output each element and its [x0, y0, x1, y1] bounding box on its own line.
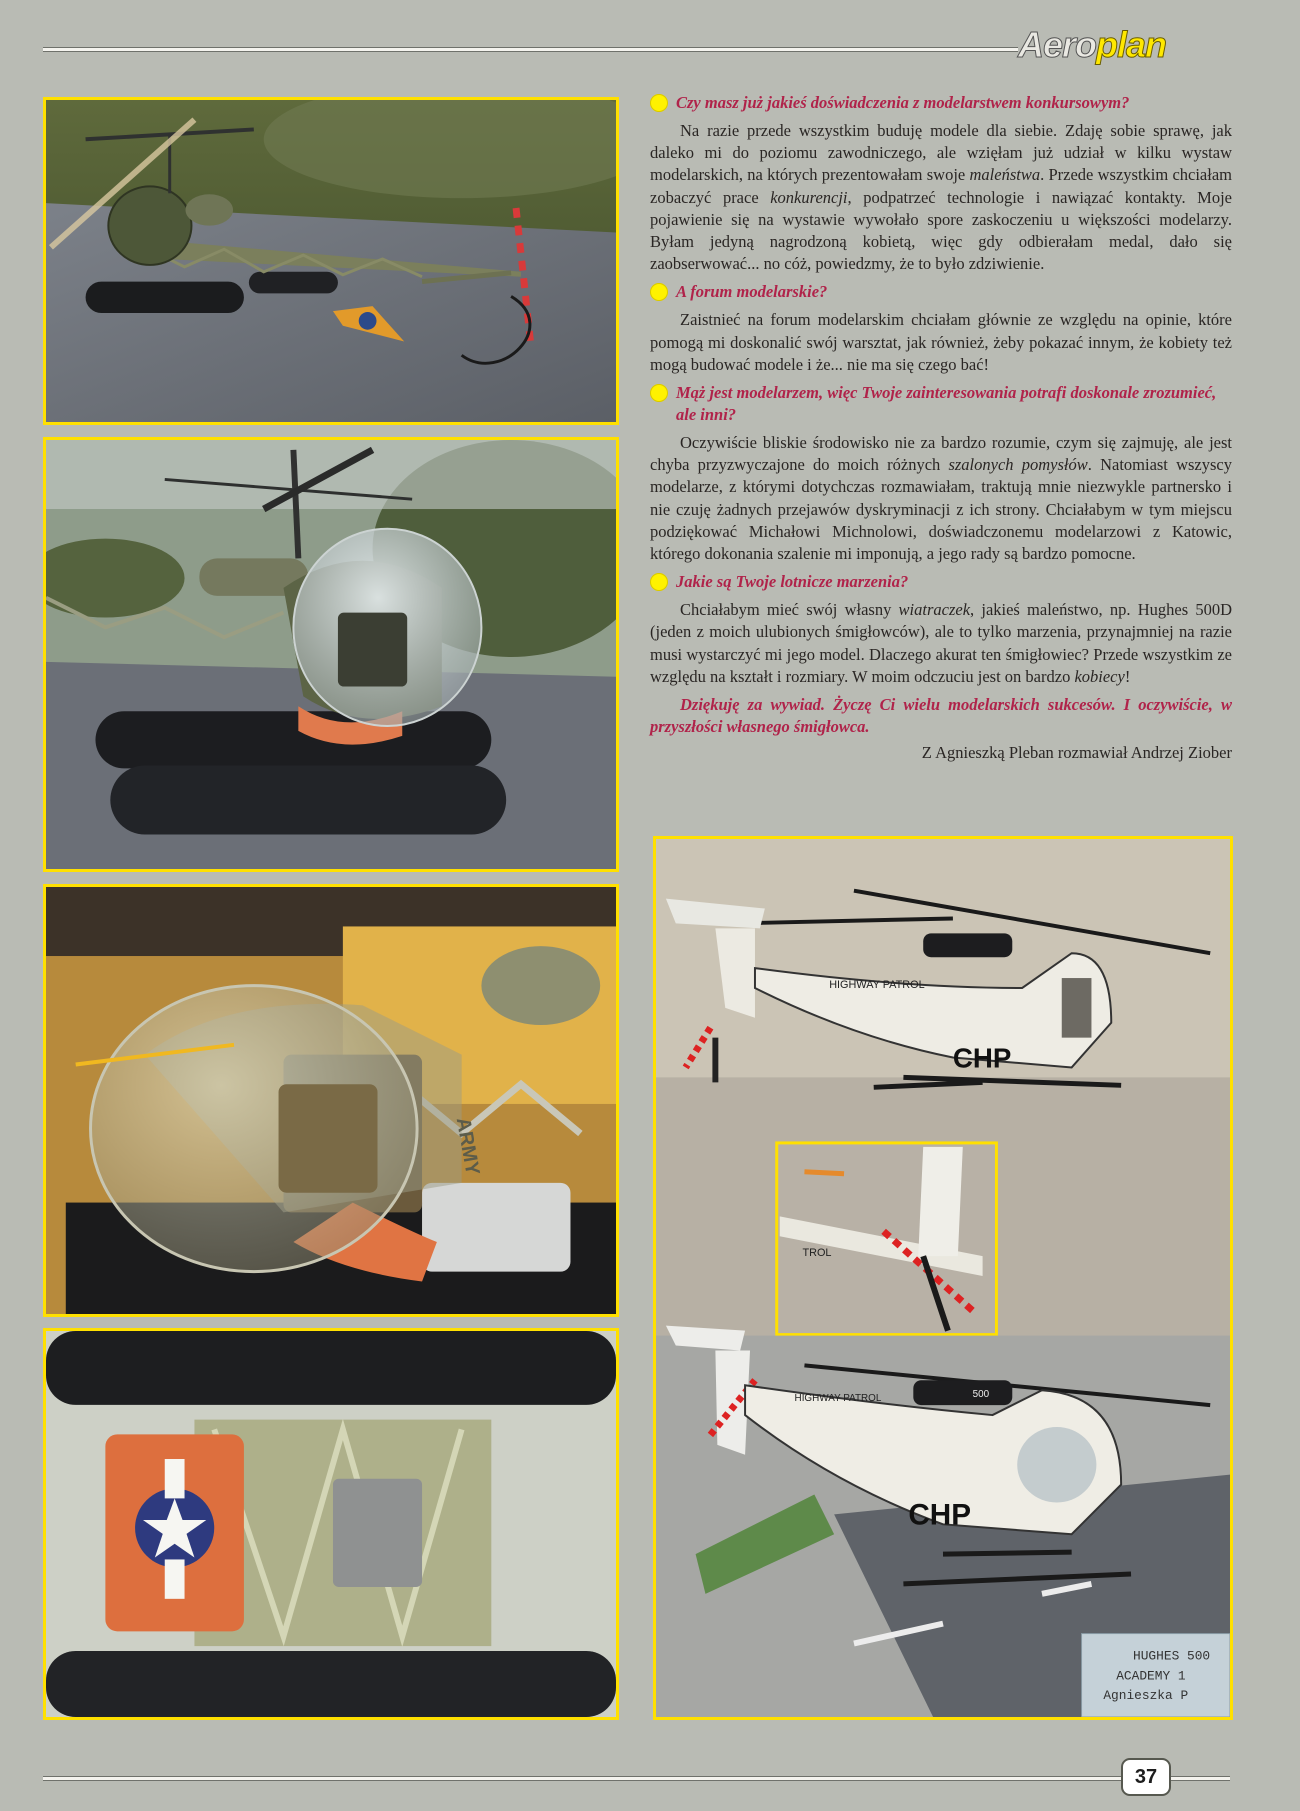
bell-cockpit-image — [46, 887, 616, 1314]
bell-front-view-image — [46, 440, 616, 869]
bottom-rule — [43, 1776, 1230, 1781]
army-marking: ARMY — [451, 1115, 484, 1177]
photo-bell-side-view — [43, 97, 619, 425]
plaque-line-2: ACADEMY 1 — [1116, 1668, 1186, 1684]
answer-2: Zaistnieć na forum modelarskim chciałam głównie ze względu na opinie, które pomogą mi doskonalić swój warsztat, jak również, żeby pokazać innym, że kobiety też mogą budować modele i że... nie ma się czego bać! — [650, 310, 1232, 374]
plaque-line-1: HUGHES 500 — [1133, 1648, 1211, 1664]
hughes-500-image — [656, 839, 1230, 1717]
bullet-dot — [650, 384, 668, 402]
photo-hughes-500 — [653, 836, 1233, 1720]
question-1: Czy masz już jakieś doświadczenia z modelarstwem konkursowym? — [650, 92, 1232, 114]
answer-1: Na razie przede wszystkim buduję modele dla siebie. Zdaję sobie sprawę, jak daleko mi do poziomu zawodniczego, ale wzięłam już udział w kilku wystaw modelarskich, na których prezentowałam swoje maleństwa. Przede wszystkim chciałam zobaczyć prace konkurencji, podpatrzeć technologie i nawiązać kontakty. Moje pojawienie się na wystawie wywołało spore zaskoczeniu u większości modelarzy. Byłam jedyną nagrodzoną kobietą, więc gdy odbierałam medal, dało się zaobserwować... no cóż, powiedzmy, że to było zdziwienie. — [650, 121, 1233, 274]
chp-marking: CHP — [952, 1042, 1012, 1074]
page-number: 37 — [1121, 1758, 1171, 1796]
question-2: A forum modelarskie? — [650, 281, 1232, 303]
chp-marking-2: CHP — [908, 1498, 972, 1532]
photo-bell-cockpit — [43, 884, 619, 1317]
answer-4: Chciałabym mieć swój własny wiatraczek, jakieś maleństwo, np. Hughes 500D (jeden z moich ulubionych śmigłowców), ale to tylko marzenia, przynajmniej na razie musi wystarczyć mi jego model. Dlaczego akurat ten śmigłowiec? Przede wszystkim ze względu na kształt i rozmiary. W moim odczuciu jest on bardzo kobiecy! — [650, 600, 1232, 686]
bell-side-view-image — [46, 100, 616, 422]
interview-column — [650, 92, 1232, 764]
bullet-dot — [650, 94, 668, 112]
bell-top-view-image — [46, 1331, 616, 1717]
bullet-dot — [650, 573, 668, 591]
highway-patrol-label: HIGHWAY PATROL — [829, 978, 925, 991]
highway-patrol-label-2: HIGHWAY PATROL — [794, 1393, 882, 1405]
inset-marking: TROL — [802, 1247, 832, 1260]
question-3: Mąż jest modelarzem, więc Twoje zainteresowania potrafi doskonale zrozumieć, ale inni? — [650, 382, 1232, 426]
photo-bell-top-view — [43, 1328, 619, 1720]
magazine-logo: Aeroplan — [1018, 22, 1238, 68]
answer-3: Oczywiście bliskie środowisko nie za bardzo rozumie, czym się zajmuję, ale jest chyba przyzwyczajone do moich różnych szalonych pomysłów. Natomiast wszyscy modelarze, z którymi dotychczas rozmawiałam, traktują mnie niezwykle partnersko i nie czuję żadnych przejawów dyskryminacji z ich strony. Chciałabym w tym miejscu podziękować Michałowi Michnolowi, doświadczonemu modelarzowi z Katowic, którego dokonania szalenie mi imponują, a jego rady są bardzo pomocne. — [650, 433, 1232, 564]
question-4: Jakie są Twoje lotnicze marzenia? — [650, 571, 1232, 593]
closing-line: Dziękuję za wywiad. Życzę Ci wielu modelarskich sukcesów. I oczywiście, w przyszłości własnego śmigłowca. — [650, 695, 1232, 737]
photo-bell-front-view — [43, 437, 619, 872]
interviewer-signature: Z Agnieszką Pleban rozmawiał Andrzej Ziober — [921, 743, 1232, 763]
plaque-line-3: Agnieszka P — [1103, 1688, 1189, 1704]
bullet-dot — [650, 283, 668, 301]
tail-number: 500 — [972, 1389, 990, 1401]
